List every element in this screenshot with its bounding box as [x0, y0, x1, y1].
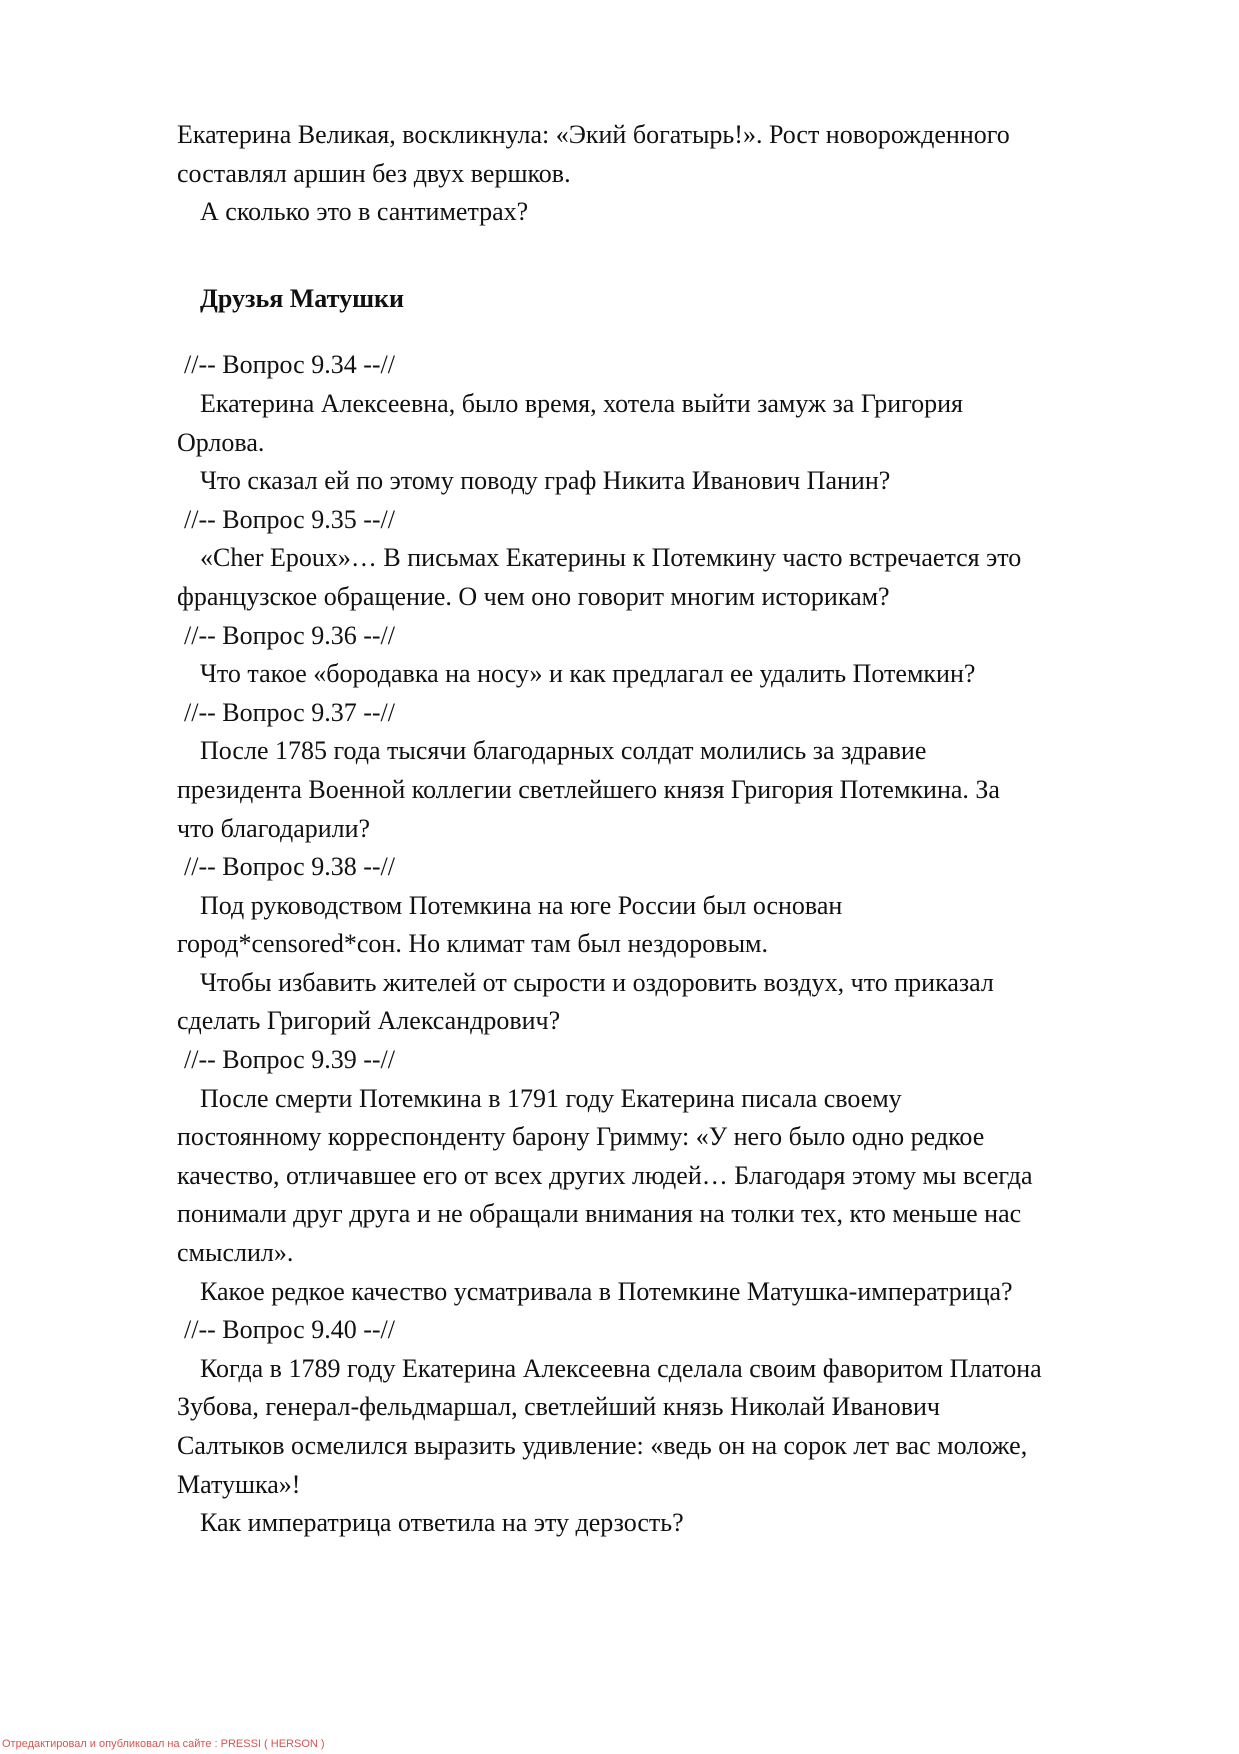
question-line: Чтобы избавить жителей от сырости и оздоровить воздух, что приказал [200, 967, 994, 997]
question-line: что благодарили? [177, 813, 371, 843]
question-line: президента Военной коллегии светлейшего князя Григория Потемкина. За [177, 774, 1000, 804]
spacer [177, 318, 1162, 346]
question-line: После 1785 года тысячи благодарных солдат молились за здравие [200, 736, 927, 766]
question-line: постоянному корреспонденту барону Гримму: «У него было одно редкое [177, 1122, 985, 1152]
question-line: «Cher Epoux»… В письмах Екатерины к Потемкину часто встречается это [200, 543, 1022, 573]
question-line: После смерти Потемкина в 1791 году Екатерина писала своему [200, 1083, 902, 1113]
section-title: Друзья Матушки [200, 283, 404, 313]
question-line: Что сказал ей по этому поводу граф Никита Иванович Панин? [200, 466, 891, 496]
question-marker: //-- Вопрос 9.35 --// [184, 504, 395, 534]
intro-line: А сколько это в сантиметрах? [200, 197, 529, 227]
question-line: Салтыков осмелился выразить удивление: «ведь он на сорок лет вас моложе, [177, 1431, 1028, 1460]
question-marker: //-- Вопрос 9.40 --// [184, 1315, 395, 1345]
spacer [177, 232, 1162, 280]
document-page [177, 116, 1162, 1543]
question-marker: //-- Вопрос 9.37 --// [184, 697, 395, 727]
question-marker: //-- Вопрос 9.36 --// [184, 620, 395, 650]
question-line: понимали друг друга и не обращали внимания на толки тех, кто меньше нас [177, 1199, 1022, 1229]
question-line: Матушка»! [177, 1469, 301, 1499]
question-line: Что такое «бородавка на носу» и как предлагал ее удалить Потемкин? [200, 659, 976, 689]
question-line: Под руководством Потемкина на юге России был основан [200, 890, 843, 920]
question-line: смыслил». [177, 1238, 294, 1268]
footer-credit: Отредактировал и опубликовал на сайте : PRESSI ( HERSON ) [2, 1738, 325, 1750]
question-line: Какое редкое качество усматривала в Потемкине Матушка-императрица? [200, 1276, 1013, 1306]
question-marker: //-- Вопрос 9.39 --// [184, 1045, 395, 1075]
question-line: Как императрица ответила на эту дерзость? [200, 1508, 684, 1538]
question-line: Орлова. [177, 427, 265, 457]
question-marker: //-- Вопрос 9.34 --// [184, 350, 395, 380]
question-line: город*censored*сон. Но климат там был нездоровым. [177, 929, 768, 959]
intro-line: Екатерина Великая, воскликнула: «Экий богатырь!». Рост новорожденного [177, 120, 1010, 149]
question-line: французское обращение. О чем оно говорит многим историкам? [177, 581, 890, 611]
question-line: Екатерина Алексеевна, было время, хотела выйти замуж за Григория [200, 388, 964, 418]
question-line: Когда в 1789 году Екатерина Алексеевна сделала своим фаворитом Платона [200, 1353, 1042, 1383]
question-line: сделать Григорий Александрович? [177, 1006, 561, 1036]
intro-line: составлял аршин без двух вершков. [177, 158, 571, 188]
question-line: Зубова, генерал-фельдмаршал, светлейший князь Николай Иванович [177, 1392, 940, 1422]
question-marker: //-- Вопрос 9.38 --// [184, 852, 395, 882]
question-line: качество, отличавшее его от всех других людей… Благодаря этому мы всегда [177, 1160, 1033, 1190]
